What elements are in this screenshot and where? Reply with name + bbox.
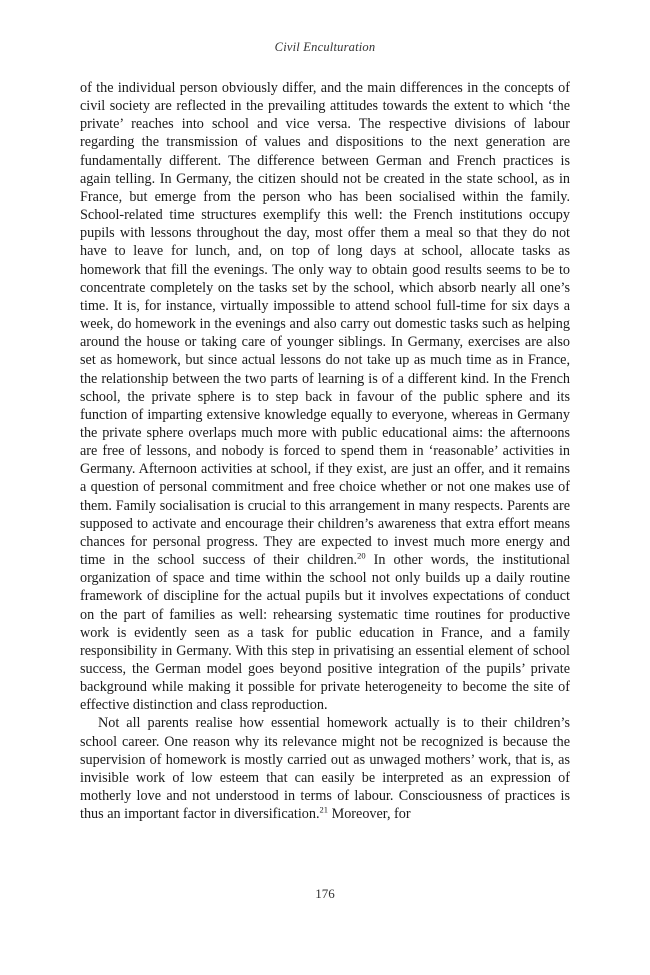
footnote-reference: 21	[319, 804, 329, 815]
paragraph-text: Moreover, for	[328, 806, 411, 823]
paragraph-text: Not all parents realise how essential homework actually is to their children’s school career. One reason why its relevance might not be recognized is because the supervision of homework is mostly carried out as unwaged mothers’ work, that is, as invisible work of low esteem that can easily be interpreted as an expression of motherly love and not understood in terms of labour. Consciousness of practices is thus an important factor in diversification.	[80, 715, 570, 823]
running-head: Civil Enculturation	[274, 40, 376, 54]
page-number: 176	[315, 886, 335, 901]
paragraph	[80, 79, 570, 714]
body-text	[80, 79, 570, 823]
footnote-reference: 20	[357, 550, 366, 561]
paragraph	[80, 714, 570, 823]
paragraph-text: In other words, the institutional organization of space and time within the school not only builds up a daily routine framework of discipline for the actual pupils but it involves expectations of conduct on the part of families as well: rehearsing systematic time routines for productive work is evidently seen as a task for public education in France, and a family responsibility in Germany. With this step in privatising an essential element of school success, the German model goes beyond positive integration of the pupils’ private background while making it possible for private heterogeneity to become the site of effective distinction and class reproduction.	[80, 552, 570, 714]
paragraph-text: of the individual person obviously differ, and the main differences in the concepts of civil society are reflected in the prevailing attitudes towards the extent to which ‘the private’ reaches into school and vice versa. The respective divisions of labour regarding the transmission of values and dispositions to the next generation are fundamentally different. The difference between German and French practices is again telling. In Germany, the citizen should not be created in the state school, as in France, but emerge from the person who has been socialised within the family. School-related time structures exemplify this well: the French institutions occupy pupils with lessons throughout the day, most offer them a meal so that they do not have to leave for lunch, and, on top of long days at school, allocate tasks as homework that fill the evenings. The only way to obtain good results seems to be to concentrate completely on the tasks set by the school, which absorb nearly all one’s time. It is, for instance, virtually impossible to attend school full-time for six days a week, do homework in the evenings and also carry out domestic tasks such as helping around the house or taking care of younger siblings. In Germany, exercises are also set as homework, but since actual lessons do not take up as much time as in France, the relationship between the two parts of learning is of a different kind. In the French school, the private sphere is to step back in favour of the public sphere and its function of imparting extensive knowledge equally to everyone, whereas in Germany the private sphere overlaps much more with public educational aims: the afternoons are free of lessons, and nobody is forced to spend them in ‘reasonable’ activities in Germany. Afternoon activities at school, if they exist, are just an offer, and it remains a question of personal commitment and free choice whether or not one makes use of them. Family socialisation is crucial to this arrangement in many respects. Parents are supposed to activate and encourage their children’s awareness that extra effort means chances for personal progress. They are expected to invest much more energy and time in the school success of their children.	[80, 80, 570, 569]
